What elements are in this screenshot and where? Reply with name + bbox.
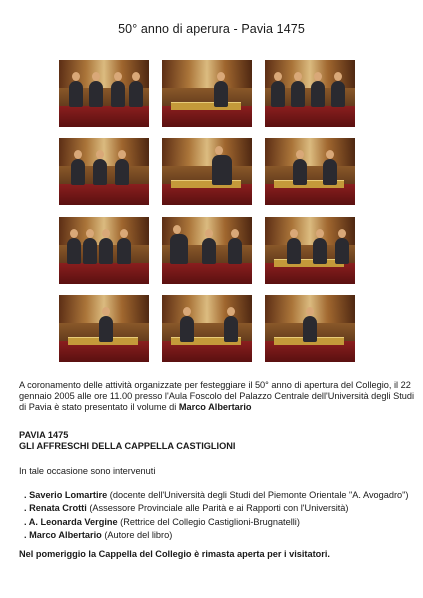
photo-9 [265, 217, 355, 284]
page-title: 50° anno di aperura - Pavia 1475 [118, 22, 305, 36]
speaker-name: . Marco Albertario [24, 530, 102, 541]
photo-10 [59, 295, 149, 362]
speaker-name: . Renata Crotti [24, 503, 87, 514]
intro-paragraph [19, 380, 419, 414]
speaker-name: . A. Leonarda Vergine [24, 516, 118, 527]
list-item [24, 489, 423, 502]
speaker-name: . Saverio Lomartire [24, 490, 108, 500]
photo-1 [59, 60, 149, 127]
paragraph-author: Marco Albertario [178, 402, 252, 413]
photo-gallery [59, 60, 355, 362]
paragraph-text: A coronamento delle attività organizzate per festeggiare il 50° anno di apertura del Collegio, il 22 gennaio 2005 alle ore 11.00 presso l'Aula Foscolo del Palazzo Centrale dell'Università degli Studi di Pavia è stato presentato il volume di [19, 380, 415, 413]
book-title-line-1: PAVIA 1475 [19, 430, 69, 440]
list-item [24, 529, 423, 542]
book-title-line-2: GLI AFFRESCHI DELLA CAPPELLA CASTIGLIONI [19, 441, 236, 452]
speaker-role: (docente dell'Università degli Studi del Piemonte Orientale "A. Avogadro") [107, 490, 409, 500]
photo-4 [59, 138, 149, 205]
speakers-intro: In tale occasione sono intervenuti [19, 466, 156, 476]
speakers-list [24, 489, 423, 543]
list-item [24, 502, 423, 515]
list-item [24, 516, 423, 529]
photo-6 [265, 138, 355, 205]
photo-5 [162, 138, 252, 205]
photo-7 [59, 217, 149, 284]
speaker-role: (Assessore Provinciale alle Parità e ai Rapporti con l'Università) [86, 503, 349, 514]
photo-8 [162, 217, 252, 284]
speaker-role: (Autore del libro) [101, 530, 173, 541]
closing-note: Nel pomeriggio la Cappella del Collegio è rimasta aperta per i visitatori. [19, 549, 330, 559]
photo-3 [265, 60, 355, 127]
photo-11 [162, 295, 252, 362]
photo-12 [265, 295, 355, 362]
book-title [19, 430, 419, 452]
speaker-role: (Rettrice del Collegio Castiglioni-Brugnatelli) [117, 516, 300, 527]
photo-2 [162, 60, 252, 127]
